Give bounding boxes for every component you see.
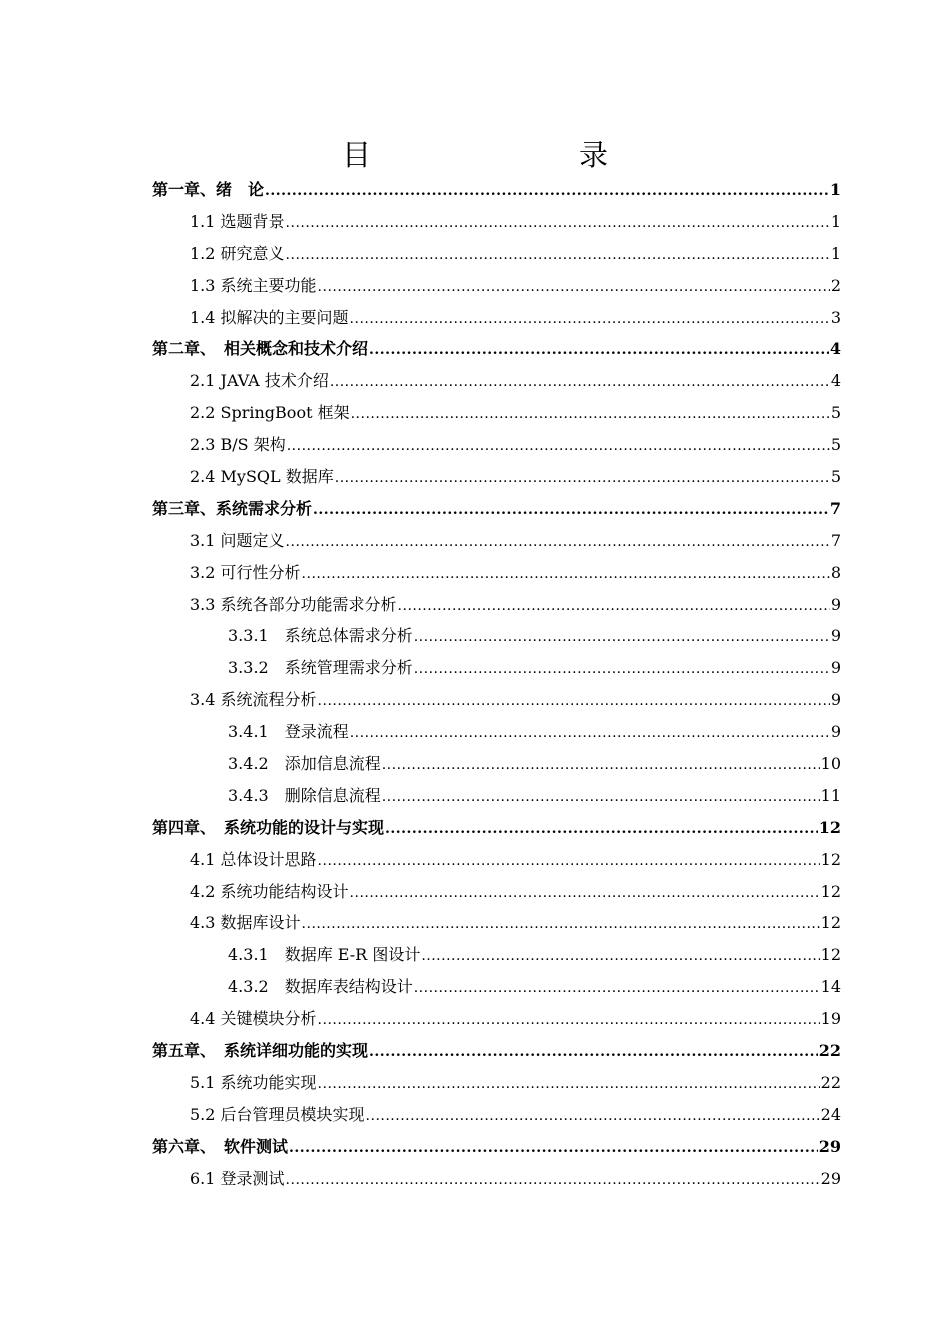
dot-leader (302, 909, 820, 941)
toc-entry-title: 3.1 问题定义 (190, 530, 285, 550)
toc-entry-section[interactable] (152, 684, 841, 716)
dot-leader (318, 1005, 820, 1037)
toc-entry-chapter[interactable] (152, 333, 841, 365)
toc-entry-page-number: 5 (830, 467, 841, 487)
toc-entry-section[interactable] (152, 844, 841, 876)
toc-entry-section[interactable] (152, 907, 841, 939)
toc-entry-page-number: 10 (820, 754, 841, 774)
toc-entry-section[interactable] (152, 1099, 841, 1131)
toc-entry-title: 3.3.2 系统管理需求分析 (228, 658, 413, 678)
toc-entry-page-number: 5 (830, 403, 841, 423)
toc-entry-section[interactable] (152, 365, 841, 397)
dot-leader (335, 463, 830, 495)
toc-entry-page-number: 4 (830, 371, 841, 391)
toc-entry-page-number: 4 (829, 339, 841, 359)
toc-entry-page-number: 12 (820, 881, 841, 901)
toc-entry-title: 1.2 研究意义 (190, 243, 285, 263)
toc-entry-subsection[interactable] (152, 620, 841, 652)
toc-entry-title: 2.3 B/S 架构 (190, 435, 286, 455)
toc-entry-section[interactable] (152, 397, 841, 429)
toc-entry-title: 3.4.2 添加信息流程 (228, 754, 381, 774)
toc-entry-title: 3.4 系统流程分析 (190, 690, 317, 710)
toc-entry-page-number: 24 (820, 1104, 841, 1124)
dot-leader (286, 240, 830, 272)
toc-entry-page-number: 22 (820, 1072, 841, 1092)
dot-leader (286, 208, 830, 240)
toc-entry-section[interactable] (152, 270, 841, 302)
toc-entry-subsection[interactable] (152, 748, 841, 780)
toc-entry-subsection[interactable] (152, 716, 841, 748)
dot-leader (318, 846, 820, 878)
dot-leader (287, 431, 830, 463)
toc-entry-title: 2.1 JAVA 技术介绍 (190, 371, 329, 391)
toc-entry-page-number: 7 (830, 530, 841, 550)
toc-entry-section[interactable] (152, 302, 841, 334)
toc-entry-title: 第六章、 软件测试 (152, 1136, 289, 1156)
toc-entry-page-number: 12 (818, 817, 841, 837)
dot-leader (313, 495, 829, 527)
toc-entry-page-number: 12 (820, 945, 841, 965)
dot-leader (369, 335, 829, 367)
toc-entry-page-number: 29 (820, 1168, 841, 1188)
toc-entry-section[interactable] (152, 206, 841, 238)
toc-entry-page-number: 29 (818, 1136, 841, 1156)
toc-entry-title: 第五章、 系统详细功能的实现 (152, 1041, 369, 1061)
dot-leader (350, 718, 830, 750)
toc-entry-page-number: 8 (830, 562, 841, 582)
dot-leader (318, 1069, 820, 1101)
dot-leader (351, 399, 830, 431)
toc-entry-title: 4.2 系统功能结构设计 (190, 881, 349, 901)
toc-entry-page-number: 22 (818, 1041, 841, 1061)
toc-entry-title: 第四章、 系统功能的设计与实现 (152, 817, 385, 837)
dot-leader (318, 686, 830, 718)
toc-entry-page-number: 12 (820, 849, 841, 869)
toc-entry-title: 3.4.1 登录流程 (228, 722, 349, 742)
toc-entry-title: 2.4 MySQL 数据库 (190, 467, 334, 487)
dot-leader (398, 591, 830, 623)
dot-leader (286, 527, 830, 559)
toc-entry-page-number: 9 (830, 690, 841, 710)
toc-entry-title: 6.1 登录测试 (190, 1168, 285, 1188)
toc-entry-title: 1.4 拟解决的主要问题 (190, 307, 349, 327)
dot-leader (286, 1165, 820, 1197)
toc-entry-chapter[interactable] (152, 493, 841, 525)
toc-entry-title: 4.1 总体设计思路 (190, 849, 317, 869)
toc-entry-section[interactable] (152, 429, 841, 461)
toc-entry-section[interactable] (152, 557, 841, 589)
toc-entry-chapter[interactable] (152, 174, 841, 206)
dot-leader (289, 1133, 818, 1165)
toc-entry-title: 4.3 数据库设计 (190, 913, 301, 933)
toc-entry-section[interactable] (152, 461, 841, 493)
toc-entry-page-number: 1 (830, 243, 841, 263)
toc-entry-title: 1.1 选题背景 (190, 211, 285, 231)
toc-entry-title: 4.3.2 数据库表结构设计 (228, 977, 413, 997)
dot-leader (421, 941, 819, 973)
toc-entry-section[interactable] (152, 1163, 841, 1195)
toc-entry-page-number: 12 (820, 913, 841, 933)
toc-entry-title: 第一章、绪 论 (152, 180, 265, 199)
toc-entry-section[interactable] (152, 1067, 841, 1099)
toc-entry-page-number: 11 (820, 785, 841, 805)
table-of-contents (152, 174, 841, 1195)
dot-leader (414, 622, 830, 654)
toc-entry-page-number: 9 (830, 658, 841, 678)
dot-leader (265, 176, 829, 208)
toc-entry-section[interactable] (152, 1003, 841, 1035)
toc-entry-subsection[interactable] (152, 652, 841, 684)
toc-entry-title: 4.4 关键模块分析 (190, 1009, 317, 1029)
toc-entry-page-number: 14 (820, 977, 841, 997)
toc-entry-page-number: 7 (829, 498, 841, 518)
toc-entry-page-number: 2 (830, 275, 841, 295)
toc-entry-title: 3.4.3 删除信息流程 (228, 785, 381, 805)
toc-entry-page-number: 9 (830, 594, 841, 614)
toc-entry-title: 5.1 系统功能实现 (190, 1072, 317, 1092)
dot-leader (382, 782, 820, 814)
toc-entry-title: 3.3.1 系统总体需求分析 (228, 626, 413, 646)
toc-entry-title: 3.3 系统各部分功能需求分析 (190, 594, 397, 614)
dot-leader (414, 973, 820, 1005)
toc-entry-subsection[interactable] (152, 939, 841, 971)
toc-entry-title: 第二章、 相关概念和技术介绍 (152, 339, 369, 359)
dot-leader (330, 367, 830, 399)
toc-entry-title: 5.2 后台管理员模块实现 (190, 1104, 365, 1124)
toc-entry-title: 第三章、系统需求分析 (152, 498, 313, 518)
toc-entry-title: 2.2 SpringBoot 框架 (190, 403, 350, 423)
toc-entry-section[interactable] (152, 238, 841, 270)
dot-leader (350, 878, 820, 910)
dot-leader (369, 1037, 818, 1069)
toc-entry-chapter[interactable] (152, 812, 841, 844)
toc-entry-subsection[interactable] (152, 780, 841, 812)
toc-entry-section[interactable] (152, 525, 841, 557)
dot-leader (318, 272, 830, 304)
toc-entry-page-number: 9 (830, 722, 841, 742)
toc-entry-page-number: 19 (820, 1009, 841, 1029)
toc-entry-page-number: 1 (829, 180, 841, 199)
dot-leader (302, 559, 830, 591)
dot-leader (414, 654, 830, 686)
toc-entry-chapter[interactable] (152, 1131, 841, 1163)
toc-entry-page-number: 9 (830, 626, 841, 646)
toc-entry-title: 4.3.1 数据库 E-R 图设计 (228, 945, 421, 965)
toc-entry-title: 1.3 系统主要功能 (190, 275, 317, 295)
toc-entry-page-number: 3 (830, 307, 841, 327)
toc-entry-section[interactable] (152, 589, 841, 621)
dot-leader (350, 304, 830, 336)
toc-entry-title: 3.2 可行性分析 (190, 562, 301, 582)
dot-leader (385, 814, 818, 846)
dot-leader (366, 1101, 820, 1133)
toc-entry-page-number: 1 (830, 211, 841, 231)
toc-entry-page-number: 5 (830, 435, 841, 455)
toc-entry-section[interactable] (152, 876, 841, 908)
dot-leader (382, 750, 820, 782)
toc-entry-subsection[interactable] (152, 971, 841, 1003)
toc-title: 目 录 (341, 138, 658, 172)
toc-entry-chapter[interactable] (152, 1035, 841, 1067)
